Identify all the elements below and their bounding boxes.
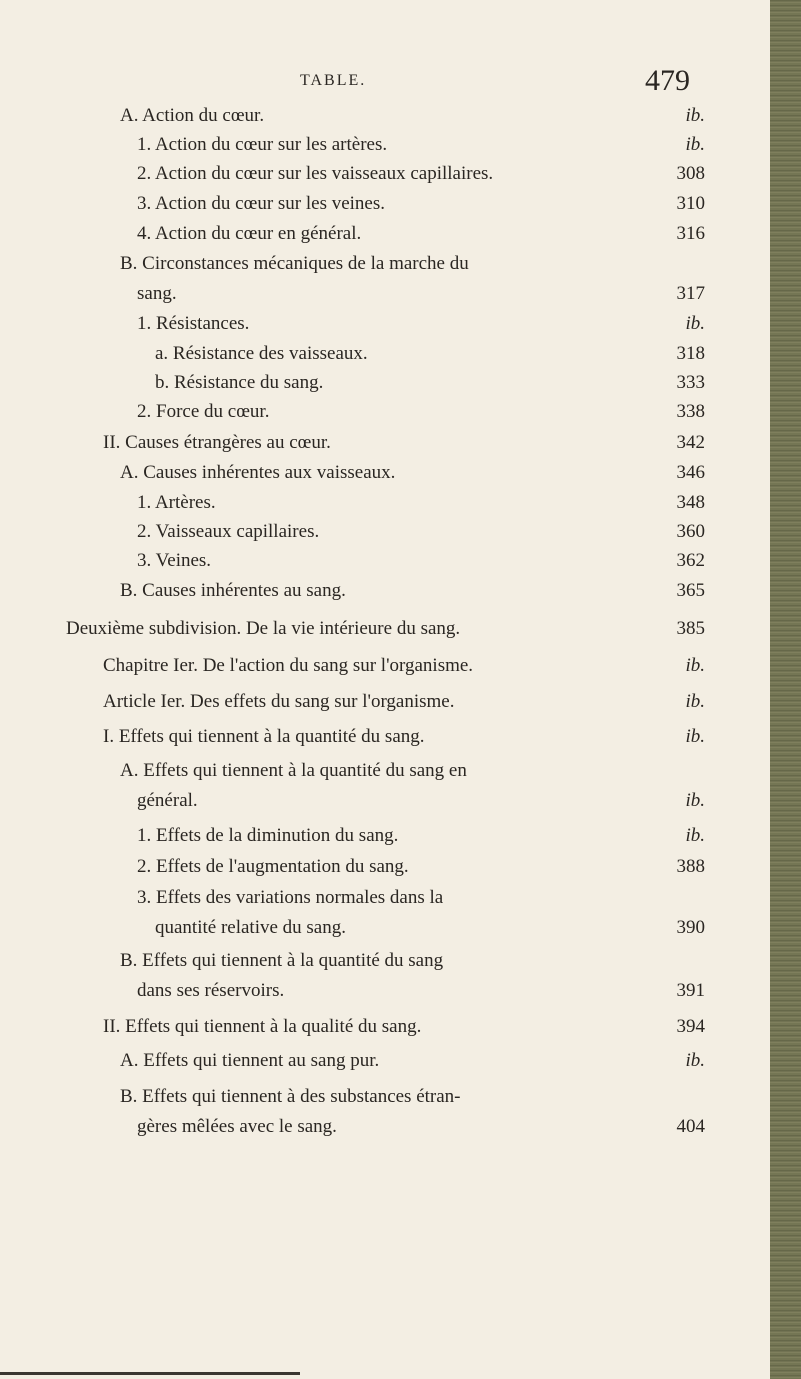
toc-entry-page: 310 bbox=[676, 193, 705, 214]
toc-entry-text: 2. Effets de l'augmentation du sang. bbox=[137, 856, 409, 877]
running-header: TABLE. bbox=[300, 72, 367, 89]
toc-entry-page: 360 bbox=[676, 521, 705, 542]
toc-entry bbox=[103, 427, 705, 459]
toc-entry-page: 362 bbox=[676, 550, 705, 571]
toc-entry-page: 318 bbox=[676, 343, 705, 364]
toc-entry bbox=[137, 975, 705, 1007]
toc-entry-text: Deuxième subdivision. De la vie intérieure du sang. bbox=[66, 618, 461, 639]
toc-entry bbox=[120, 248, 705, 280]
toc-entry-text: 1. Action du cœur sur les artères. bbox=[137, 134, 388, 155]
toc-entry-page: ib. bbox=[685, 134, 705, 155]
toc-entry-text: 3. Action du cœur sur les veines. bbox=[137, 193, 386, 214]
toc-entry bbox=[137, 308, 705, 340]
page-number: 479 bbox=[645, 64, 690, 97]
toc-entry bbox=[120, 1045, 705, 1077]
toc-entry-page: 391 bbox=[676, 980, 705, 1001]
toc-entry-text: 4. Action du cœur en général. bbox=[137, 223, 362, 244]
toc-entry bbox=[103, 650, 705, 682]
toc-entry-page: 385 bbox=[676, 618, 705, 639]
toc-entry-page: 365 bbox=[676, 580, 705, 601]
toc-entry-text: gères mêlées avec le sang. bbox=[137, 1116, 337, 1137]
toc-entry-page: ib. bbox=[685, 655, 705, 676]
toc-entry bbox=[120, 945, 705, 977]
toc-entry-text: 1. Résistances. bbox=[137, 313, 250, 334]
toc-entry bbox=[137, 851, 705, 883]
toc-entry bbox=[137, 487, 705, 519]
toc-entry bbox=[137, 785, 705, 817]
toc-entry bbox=[120, 100, 705, 132]
toc-entry-text: a. Résistance des vaisseaux. bbox=[155, 343, 368, 364]
toc-entry bbox=[137, 820, 705, 852]
toc-entry-text: sang. bbox=[137, 283, 177, 304]
toc-entry bbox=[137, 882, 705, 914]
toc-entry bbox=[120, 1081, 705, 1113]
toc-entry-text: 3. Effets des variations normales dans la bbox=[137, 887, 444, 908]
toc-entry-page: 390 bbox=[676, 917, 705, 938]
toc-entry bbox=[103, 721, 705, 753]
toc-entry-page: 316 bbox=[676, 223, 705, 244]
toc-entry-page: 342 bbox=[676, 432, 705, 453]
toc-entry-page: 388 bbox=[676, 856, 705, 877]
toc-entry-page: ib. bbox=[685, 313, 705, 334]
toc-entry bbox=[103, 686, 705, 718]
toc-entry-page: 404 bbox=[676, 1116, 705, 1137]
toc-entry-text: 1. Effets de la diminution du sang. bbox=[137, 825, 399, 846]
toc-entry-page: ib. bbox=[685, 691, 705, 712]
toc-entry-text: général. bbox=[137, 790, 198, 811]
toc-entry-page: ib. bbox=[685, 825, 705, 846]
toc-entry-text: 1. Artères. bbox=[137, 492, 216, 513]
toc-entry bbox=[137, 545, 705, 577]
toc-entry-text: A. Causes inhérentes aux vaisseaux. bbox=[120, 462, 396, 483]
toc-entry-page: 348 bbox=[676, 492, 705, 513]
toc-entry bbox=[137, 158, 705, 190]
toc-entry-text: B. Effets qui tiennent à des substances étran- bbox=[120, 1086, 461, 1107]
toc-entry bbox=[120, 755, 705, 787]
toc-entry-text: 3. Veines. bbox=[137, 550, 212, 571]
toc-entry bbox=[137, 396, 705, 428]
toc-entry-page: 394 bbox=[676, 1016, 705, 1037]
toc-entry-page: ib. bbox=[685, 790, 705, 811]
toc-entry-text: b. Résistance du sang. bbox=[155, 372, 324, 393]
toc-entry-page: ib. bbox=[685, 105, 705, 126]
toc-entry-text: Article Ier. Des effets du sang sur l'organisme. bbox=[103, 691, 455, 712]
toc-entry-page: 308 bbox=[676, 163, 705, 184]
toc-entry-page: 333 bbox=[676, 372, 705, 393]
toc-entry bbox=[137, 129, 705, 161]
toc-entry-text: dans ses réservoirs. bbox=[137, 980, 285, 1001]
toc-entry bbox=[137, 278, 705, 310]
toc-entry bbox=[103, 1011, 705, 1043]
toc-entry-text: I. Effets qui tiennent à la quantité du sang. bbox=[103, 726, 425, 747]
toc-entry-text: quantité relative du sang. bbox=[155, 917, 346, 938]
toc-entry-text: 2. Vaisseaux capillaires. bbox=[137, 521, 320, 542]
toc-entry-text: 2. Force du cœur. bbox=[137, 401, 270, 422]
toc-entry-text: B. Circonstances mécaniques de la marche du bbox=[120, 253, 469, 274]
toc-entry-text: II. Causes étrangères au cœur. bbox=[103, 432, 331, 453]
toc-entry-page: 317 bbox=[676, 283, 705, 304]
toc-entry bbox=[66, 613, 705, 645]
toc-entry bbox=[137, 218, 705, 250]
bottom-rule bbox=[0, 1372, 300, 1375]
toc-entry-text: II. Effets qui tiennent à la qualité du sang. bbox=[103, 1016, 422, 1037]
toc-entry bbox=[155, 912, 705, 944]
toc-entry-text: B. Causes inhérentes au sang. bbox=[120, 580, 346, 601]
toc-entry bbox=[137, 516, 705, 548]
toc-entry-page: ib. bbox=[685, 1050, 705, 1071]
book-edge bbox=[770, 0, 801, 1379]
toc-entry bbox=[137, 188, 705, 220]
toc-entry bbox=[137, 1111, 705, 1143]
toc-entry bbox=[120, 457, 705, 489]
toc-entry bbox=[155, 367, 705, 399]
toc-entry-text: A. Action du cœur. bbox=[120, 105, 265, 126]
toc-entry-text: A. Effets qui tiennent à la quantité du sang en bbox=[120, 760, 467, 781]
toc-entry bbox=[155, 338, 705, 370]
toc-entry-page: ib. bbox=[685, 726, 705, 747]
toc-entry-text: B. Effets qui tiennent à la quantité du sang bbox=[120, 950, 444, 971]
toc-entry-text: A. Effets qui tiennent au sang pur. bbox=[120, 1050, 380, 1071]
toc-entry-text: 2. Action du cœur sur les vaisseaux capillaires. bbox=[137, 163, 494, 184]
toc-entry-page: 346 bbox=[676, 462, 705, 483]
toc-entry-text: Chapitre Ier. De l'action du sang sur l'organisme. bbox=[103, 655, 474, 676]
toc-entry-page: 338 bbox=[676, 401, 705, 422]
toc-entry bbox=[120, 575, 705, 607]
